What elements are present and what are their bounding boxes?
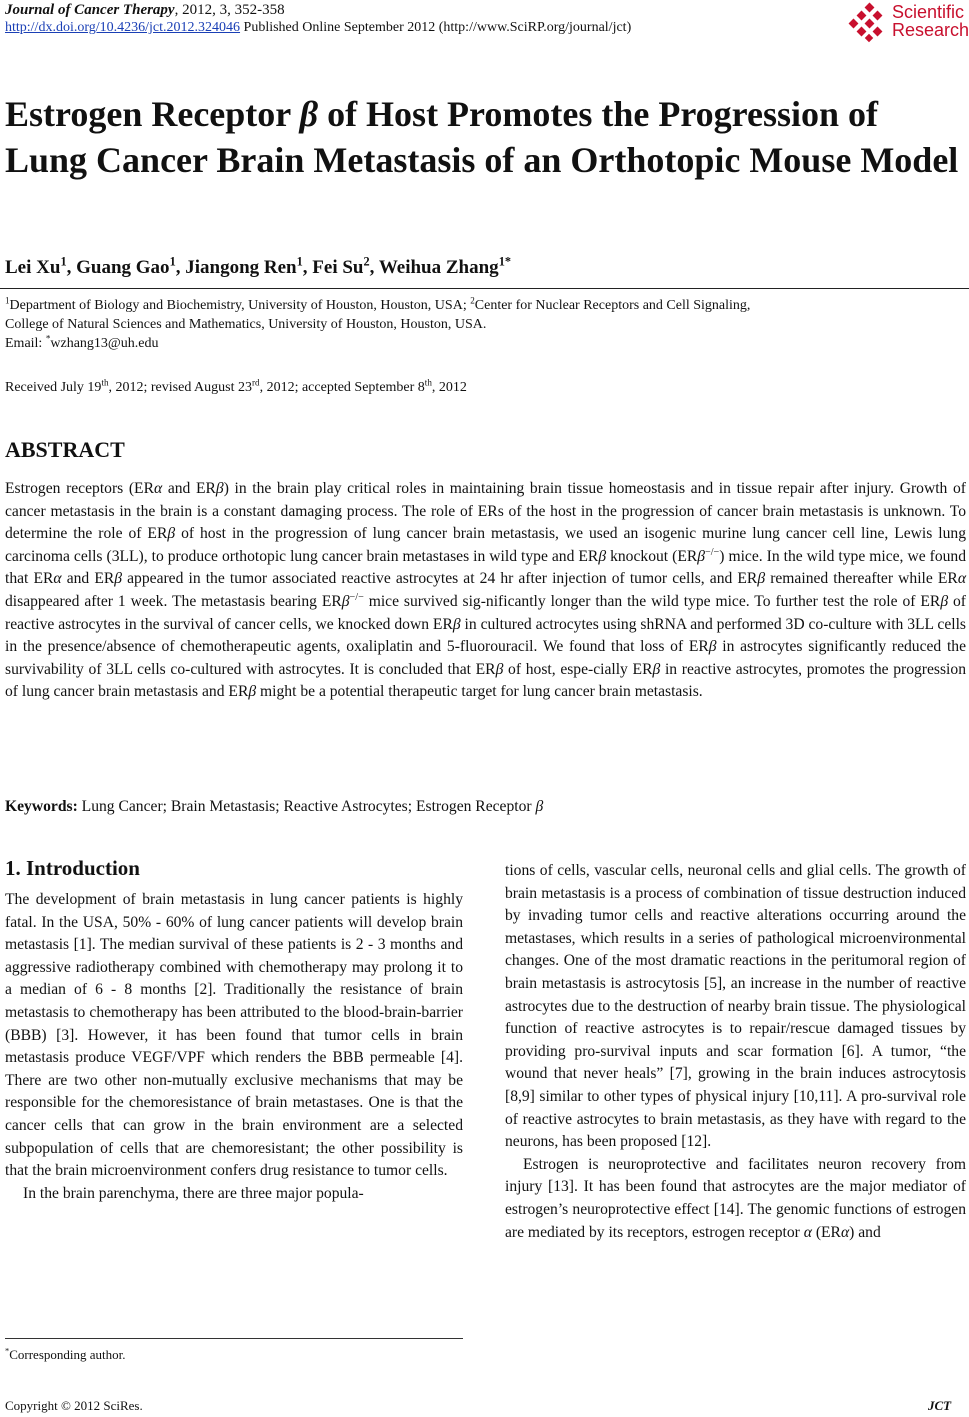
- paragraph: Estrogen is neuroprotective and facilitates neuron recovery from injury [13]. It has been found that astrocytes are the major mediator of estrogen’s neuroprotective effect [14]. The genomic functions of estrogen are mediated by its receptors, estrogen receptor α (ERα) and: [505, 1155, 966, 1241]
- abstract-text: Estrogen receptors (ERα and ERβ) in the brain play critical roles in maintaining brain tissue homeostasis and in tissue repair after injury. Growth of cancer metastasis in the brain is a constant damaging process. The role of ERs of the host in the progression of cancer brain metastasis is unknown. To determine the role of ERβ of host in the progression of lung cancer brain metastasis, we used an isogenic murine lung cancer cell line, Lewis lung carcinoma cells (3LL), to produce orthotopic lung cancer brain metastases in wild type and ERβ knockout (ERβ−/−) mice. In the wild type mice, we found that ERα and ERβ appeared in the tumor associated reactive astrocytes at 24 hr after injection of tumor cells, and ERβ remained thereafter while ERα disappeared after 1 week. The metastasis bearing ERβ−/− mice survived sig-nificantly longer than the wild type mice. To further test the role of ERβ of reactive astrocytes in the survival of cancer cells, we knocked down ERβ in cultured actrocytes using shRNA and performed 3D co-culture with 3LL cells in the presence/absence of chemotherapeutic agents, oxaliplatin and 5-fluorouracil. We found that loss of ERβ in astrocytes significantly reduced the survivability of 3LL cells co-cultured with astrocytes. It is concluded that ERβ of host, espe-cially ERβ in reactive astrocytes, promotes the progression of lung cancer brain metastasis and ERβ might be a potential therapeutic target for lung cancer brain metastasis.: [5, 480, 967, 701]
- section-heading: 1. Introduction: [5, 856, 140, 880]
- scientific-research-logo: [848, 2, 968, 44]
- logo-text: [892, 3, 969, 39]
- publication-info: Published Online September 2012 (http://www.SciRP.org/journal/jct): [240, 20, 632, 35]
- journal-issue: , 2012, 3, 352-358: [174, 2, 285, 18]
- paragraph: In the brain parenchyma, there are three major popula-: [23, 1184, 364, 1202]
- journal-citation: [5, 2, 285, 19]
- journal-abbreviation: JCT: [928, 1398, 952, 1413]
- journal-name: Journal of Cancer Therapy: [5, 2, 175, 18]
- logo-icon: [848, 2, 890, 44]
- keywords: Keywords: Lung Cancer; Brain Metastasis; Reactive Astrocytes; Estrogen Receptor β: [5, 798, 544, 815]
- logo-line-2: Research: [892, 20, 969, 40]
- affiliation-line-2: College of Natural Sciences and Mathematics, University of Houston, Houston, USA.: [5, 317, 487, 332]
- email: Email: *wzhang13@uh.edu: [5, 333, 159, 351]
- divider: [0, 288, 969, 289]
- left-column: [5, 889, 463, 1205]
- paragraph: tions of cells, vascular cells, neuronal cells and glial cells. The growth of brain metastasis is a process of combination of tissue destruction induced by invading tumor cells and reactive alterations occurring around the metastases, which results in a series of pathological microenvironmental changes. One of the most dramatic reactions in the peritumoral region of brain metastasis is astrocytosis [5], an increase in the number of reactive astrocytes due to the destruction of nearby brain tissue. The physiological function of reactive astrocytes is to repair/rescue damaged tissues by providing pro-survival inputs and scar formation [6]. A tumor, “the wound that never heals” [7], growing in the brain induces astrocytosis [8,9] similar to other types of physical injury [10,11]. A pro-survival role of reactive astrocytes to brain metastasis, as they have with regard to the neurons, has been proposed [12].: [505, 862, 966, 1151]
- logo-line-1: Scientific: [892, 2, 965, 22]
- affiliation-line-1: $^1$Department of Biology and Biochemistry, University of Houston, Houston, USA; $^2$Center for Nuclear Receptors and Cell Signaling,: [5, 295, 751, 313]
- footnote-divider: [5, 1338, 463, 1339]
- received-dates: Received July 19th, 2012; revised August 23rd, 2012; accepted September 8th, 2012: [5, 377, 467, 395]
- copyright: Copyright © 2012 SciRes.: [5, 1398, 143, 1413]
- doi-link[interactable]: http://dx.doi.org/10.4236/jct.2012.324046: [5, 20, 241, 35]
- keywords-label: Keywords:: [5, 798, 78, 815]
- paragraph: The development of brain metastasis in lung cancer patients is highly fatal. In the USA, 50% - 60% of lung cancer patients will develop brain metastasis [1]. The median survival of these patients is 2 - 3 months and aggressive radiotherapy combined with chemotherapy may prolong it to a median of 6 - 8 months [2]. Traditionally the resistance of brain metastasis to chemotherapy has been attributed to the blood-brain-barrier (BBB) [3]. However, it has been found that tumor cells in brain metastasis produce VEGF/VPF which renders the BBB permeable [4]. There are two other non-mutually exclusive mechanisms that may be responsible for the chemoresistance of brain metastases. One is that the cancer cells that can grow in the brain environment are a selected subpopulation of cells that are chemoresistant; the other possibility is that the brain microenvironment confers drug resistance to tumor cells.: [5, 891, 463, 1180]
- footnote: *Corresponding author.: [5, 1345, 126, 1362]
- paper-title: Estrogen Receptor β of Host Promotes the Progression of Lung Cancer Brain Metastasis of an Orthotopic Mouse Model: [5, 94, 959, 180]
- right-column: [505, 860, 966, 1244]
- author-list: Lei Xu$^1$, Guang Gao$^1$, Jiangong Ren$^1$, Fei Su$^2$, Weihua Zhang$^{1*}$: [5, 254, 512, 278]
- affiliations: [5, 296, 967, 353]
- abstract-heading: ABSTRACT: [5, 437, 125, 462]
- doi-line: [5, 20, 631, 36]
